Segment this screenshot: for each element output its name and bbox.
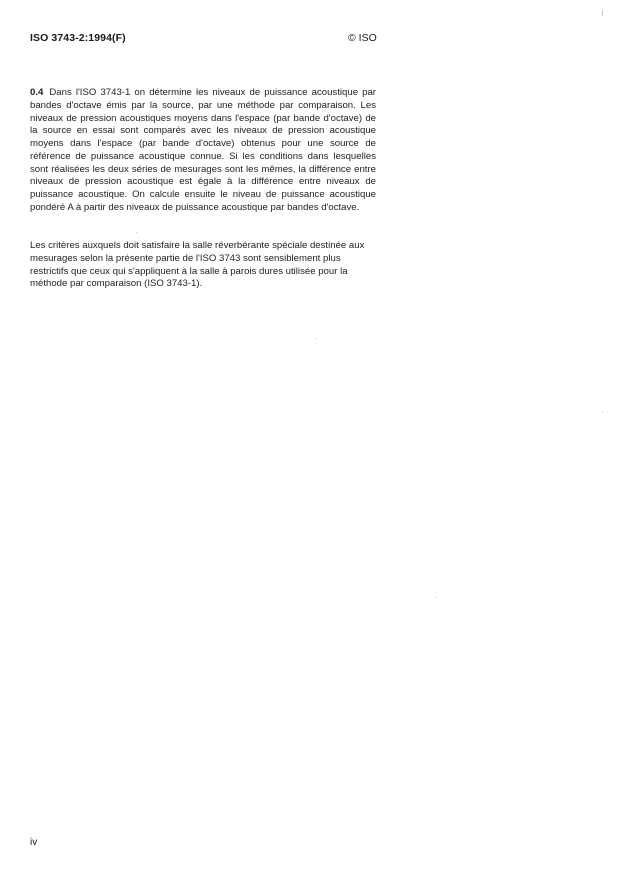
scan-speck bbox=[602, 10, 603, 16]
page-number: iv bbox=[30, 837, 38, 848]
scan-speck bbox=[602, 412, 603, 413]
scan-speck bbox=[436, 597, 437, 598]
copyright-notice: © ISO bbox=[348, 32, 377, 44]
scan-speck bbox=[136, 232, 137, 233]
document-identifier: ISO 3743-2:1994(F) bbox=[30, 32, 126, 44]
paragraph-intro bbox=[30, 87, 376, 215]
section-number: 0.4 bbox=[30, 87, 44, 98]
paragraph-criteria: Les critères auxquels doit satisfaire la salle réverbérante spéciale destinée aux mesurages selon la présente partie de l'ISO 3743 sont sensiblement plus restrictifs que ceux qui s'appliquent à la salle à parois dures utilisée pour la méthode par comparaison (ISO 3743-1). bbox=[30, 240, 365, 290]
scan-speck bbox=[315, 338, 316, 339]
paragraph-1-text: Dans l'ISO 3743-1 on détermine les niveaux de puissance acoustique par bandes d'octave émis par la source, par une méthode par comparaison. Les niveaux de pression acoustiques moyens dans l'espace (par bande d'octave) de la source en essai sont comparés avec les niveaux de pression acoustique moyens dans l'espace (par bande d'octave) obtenus pour une source de référence de puissance acoustique connue. Si les conditions dans lesquelles sont réalisées les deux séries de mesurages sont les mêmes, la différence entre niveaux de pression acoustique est égale à la différence entre niveaux de puissance acoustique. On calcule ensuite le niveau de puissance acoustique pondéré A à partir des niveaux de puissance acoustique par bandes d'octave. bbox=[30, 87, 376, 213]
